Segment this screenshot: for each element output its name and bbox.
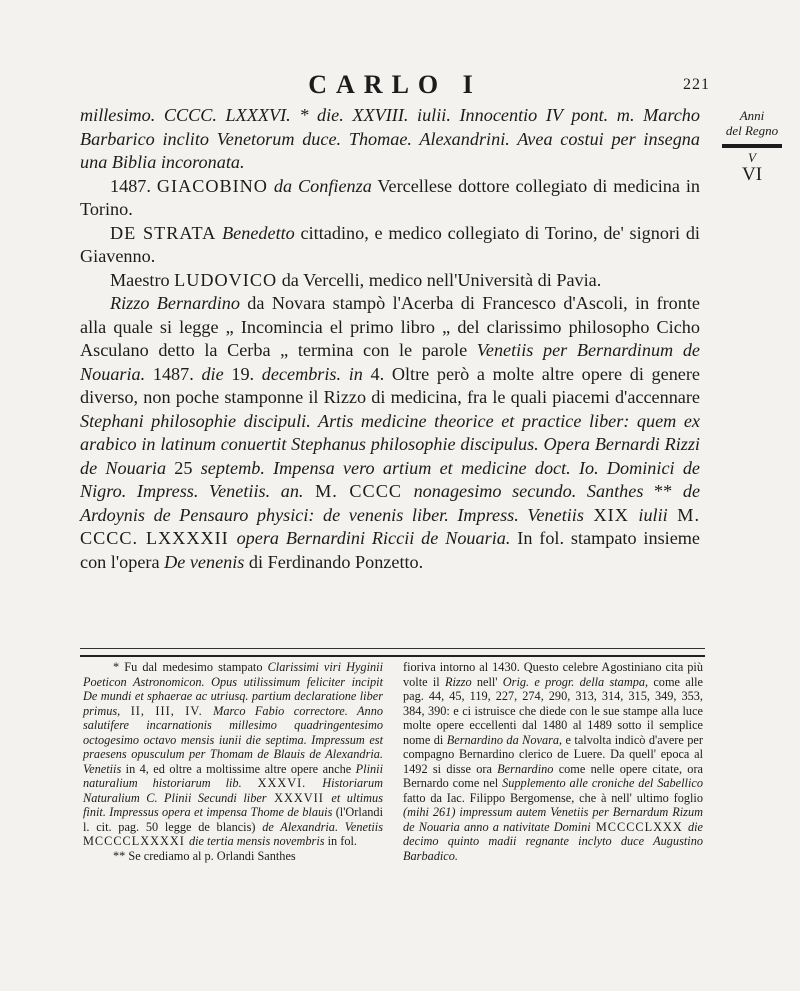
paragraph-rizzo — [80, 292, 700, 574]
footnote-latin: die decimo quinto madii regnante inclyto duce Augustino Barbadico. — [403, 819, 703, 863]
footnote-double-star: ** Se crediamo al p. Orlandi Santhes — [113, 848, 296, 863]
colophon-text: millesimo. CCCC. LXXXVI. * die. XXVIII. iulii. Innocentio IV pont. m. Marcho Barbarico inclito Venetorum duce. Thomae. Alexandrini. Avea costui per insegna una Biblia incoronata. — [80, 105, 700, 172]
footnote-text: e talvolta indicò d'avere per compagno Bernardino clerico de Luere. Da quell' epoca al 1492 si disse ora — [403, 732, 703, 776]
roman-numeral: M. CCCC. LXXXXII — [80, 504, 701, 548]
paragraph-text: 25 — [166, 457, 201, 478]
paragraph-text: 1487. — [145, 363, 202, 384]
margin-note-regnal-years — [718, 108, 786, 185]
footnote-text: come alle pag. 44, 45, 119, 227, 274, 290, 313, 314, 315, 349, 353, 384, 390: e ci istruisce che diede con le sue stampe alla luce molte opere eccellenti dal 1480 al 1489 sotto il semplice nome di — [403, 674, 703, 747]
paragraph-text: da Vercelli, medico nell'Università di Pavia. — [277, 269, 602, 290]
footnote-text: fatto da Iac. Filippo Bergomense, che à nell' ultimo foglio — [403, 790, 703, 805]
paragraph-text: 4. Oltre però a molte altre opere di genere diverso, non poche stamponne il Rizzo di medicina, fra le quali piacemi d'accennare — [80, 363, 701, 407]
paragraph-text: Vercellese dottore collegiato di medicina in Torino. — [80, 175, 701, 219]
latin-quote: iulii — [638, 504, 668, 525]
latin-quote: septemb. Impensa vero artium et medicine doct. Io. Dominici de Nigro. Impress. Venetiis. an. — [80, 457, 700, 501]
footnote-latin: Bernardino da Novara, — [446, 732, 563, 747]
paragraph-colophon — [80, 104, 700, 175]
paragraph-text: Maestro — [110, 269, 175, 290]
footnote-text: nell' — [471, 674, 503, 689]
footnote-latin: Marco Fabio correctore. Anno salutifere incarnationis millesimo quadringentesimo octogesimo octavo mensis iunii die septima. Impressum est praesens opusculum per Thomam de Blauis de Alexandria. Venetiis — [83, 703, 383, 776]
paragraph-ludovico — [80, 269, 700, 293]
footnote-text: in 4, ed oltre a moltissime altre opere anche — [121, 761, 356, 776]
footnote-latin: Rizzo — [444, 674, 472, 689]
latin-quote: decembris. in — [261, 363, 363, 384]
footnote-text: * Fu dal medesimo stampato — [113, 660, 268, 674]
footnote-divider — [80, 648, 705, 657]
year-text: 1487. — [110, 175, 151, 196]
margin-note-big-numeral: VI — [741, 164, 763, 185]
footnote-latin: Bernardino — [497, 761, 554, 776]
footnote-latin: Supplemento alle croniche del Sabellico — [502, 776, 703, 790]
latin-quote: die — [201, 363, 224, 384]
paragraph-giacobino — [80, 175, 700, 222]
latin-quote: opera Bernardini Riccii de Nouaria. — [236, 528, 511, 548]
roman-numeral: MCCCCLXXXXI — [83, 834, 189, 848]
footnote-latin: et ultimus finit. Impressus opera et impensa Thome de blauis — [83, 790, 383, 819]
margin-note-line2: del Regno — [725, 123, 779, 138]
latin-quote: Stephani philosophie discipuli. Artis medicine theorice et practice liber: quem ex arabico in latinum conuertit Stephanus philosophie discipulus. Opera Bernardi Rizzi de Nouaria — [80, 410, 700, 478]
latin-quote: de Ardoynis de Pensauro physici: de venenis liber. Impress. Venetiis — [80, 481, 701, 525]
person-surname: DE STRATA — [110, 222, 217, 243]
margin-note-line1: Anni — [739, 108, 765, 123]
footnote-latin: de Alexandria. Venetiis — [262, 819, 383, 834]
paragraph-text: In fol. stampato insieme con l'opera — [80, 528, 700, 572]
roman-numeral: MCCCCLXXX — [590, 819, 688, 834]
footnote-latin: Clarissimi viri Hyginii Poeticon Astronomicon. Opus utilissimum feliciter incipit De mundi et sphaerae ac utriusq. partium declaratione liber primus, — [83, 660, 383, 718]
roman-numeral: XXXVI. — [241, 776, 323, 790]
footnote-text: fioriva intorno al 1430. Questo celebre Agostiniano cita più volte il — [403, 660, 703, 689]
paragraph-text: cittadino, e medico collegiato di Torino, de' signori di Giavenno. — [80, 222, 700, 266]
margin-note-rule — [722, 144, 782, 148]
running-title: CARLO I — [308, 70, 482, 99]
footnote-text: come nelle opere citate, ora Bernardo come nel — [403, 761, 703, 790]
footnote-latin: (mihi 261) impressum autem Venetiis per Bernardum Rizum de Nouaria anno a nativitate Domini — [403, 805, 703, 834]
paragraph-text: di Ferdinando Ponzetto. — [244, 551, 424, 572]
footnote-text: (l'Orlandi l. cit. pag. 50 legge de blancis) — [83, 805, 383, 834]
footnote-marker: ** — [643, 481, 683, 501]
paragraph-de-strata — [80, 222, 700, 269]
person-name: GIACOBINO — [156, 175, 268, 196]
page-header — [80, 70, 710, 106]
footnotes-right-column — [403, 660, 703, 863]
footnote-text: in fol. — [324, 834, 357, 848]
place-text: da Confienza — [273, 175, 372, 196]
roman-numeral: XIX — [583, 504, 639, 525]
page-number: 221 — [683, 76, 710, 93]
footnote-latin: Orig. e progr. della stampa, — [502, 674, 649, 689]
paragraph-text: da Novara stampò l'Acerba di Francesco d'Ascoli, in fronte alla quale si legge „ Incomincia el primo libro „ del clarissimo philosopho Cicho Asculano detto la Cerba „ termina con le parole — [80, 293, 700, 360]
footnote-latin: Historiarum Naturalium C. Plinii Secundi liber — [83, 776, 383, 805]
main-text — [80, 104, 700, 574]
margin-note-small-numeral: V — [748, 150, 756, 165]
roman-numeral: II, III, IV. — [120, 703, 214, 718]
person-name: LUDOVICO — [174, 269, 278, 290]
footnote-single-star — [83, 660, 383, 849]
latin-quote: De venenis — [164, 551, 245, 572]
latin-quote: Venetiis per Bernardinum de Nouaria. — [80, 340, 700, 384]
footnotes-left-column — [83, 660, 383, 863]
footnote-continuation — [403, 660, 703, 863]
person-name: Rizzo Bernardino — [110, 293, 240, 313]
latin-quote: nonagesimo secundo. Santhes — [413, 481, 644, 501]
footnote-latin: die tertia mensis novembris — [188, 834, 325, 848]
footnote-latin: Plinii naturalium historiarum lib. — [83, 761, 383, 790]
paragraph-text: 19. — [223, 363, 262, 384]
roman-numeral: M. CCCC — [303, 481, 414, 501]
roman-numeral: XXXVII — [266, 790, 332, 805]
person-given-name: Benedetto — [222, 222, 295, 243]
